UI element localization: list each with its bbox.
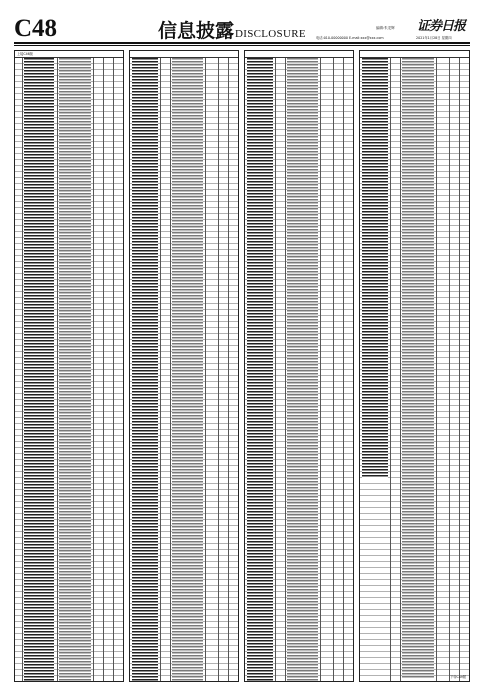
disclosure-table-area <box>14 50 470 682</box>
column-divider <box>93 58 94 682</box>
masthead-rule-thin <box>14 45 470 46</box>
table-column-4 <box>359 50 470 682</box>
column-divider <box>285 58 286 682</box>
column-divider <box>160 58 161 682</box>
page-number: C48 <box>14 15 58 42</box>
text-block <box>172 58 203 682</box>
column-divider <box>436 58 437 682</box>
column-divider <box>103 58 104 682</box>
text-block <box>362 58 388 478</box>
column-label <box>360 51 469 58</box>
contact-line: 电话:010-00000000 E-mail:xxx@xxx.com <box>316 36 384 40</box>
table-column-1 <box>14 50 124 682</box>
column-divider <box>228 58 229 682</box>
column-divider <box>275 58 276 682</box>
table-rows <box>130 58 238 682</box>
continued-on-label: 下转C49版 <box>450 675 466 679</box>
column-label <box>130 51 238 58</box>
column-divider <box>343 58 344 682</box>
section-title-chinese: 信息披露 <box>158 20 235 42</box>
text-block <box>247 58 273 682</box>
table-rows <box>245 58 353 682</box>
section-title <box>158 16 306 43</box>
column-divider <box>205 58 206 682</box>
column-divider <box>218 58 219 682</box>
text-block <box>287 58 318 682</box>
newspaper-logo: 证券日报 <box>417 19 466 34</box>
section-title-english: DISCLOSURE <box>235 28 306 40</box>
editors-line: 编辑:朱龙辉 <box>376 26 395 30</box>
text-block <box>59 58 91 682</box>
masthead-rule <box>14 42 470 44</box>
text-block <box>132 58 158 682</box>
column-divider <box>57 58 58 682</box>
column-divider <box>22 58 23 682</box>
continued-from-label: 上接C46版 <box>15 51 123 58</box>
column-divider <box>113 58 114 682</box>
table-rows <box>360 58 469 682</box>
masthead <box>0 0 484 46</box>
column-divider <box>170 58 171 682</box>
text-block <box>24 58 54 682</box>
issue-date: 2021年1月28日 星期四 <box>416 36 452 40</box>
column-divider <box>400 58 401 682</box>
column-label <box>245 51 353 58</box>
column-divider <box>333 58 334 682</box>
text-block <box>402 58 434 678</box>
table-column-2 <box>129 50 239 682</box>
table-column-3 <box>244 50 354 682</box>
table-rows <box>15 58 123 682</box>
column-divider <box>320 58 321 682</box>
column-divider <box>449 58 450 682</box>
column-divider <box>459 58 460 682</box>
column-divider <box>390 58 391 682</box>
